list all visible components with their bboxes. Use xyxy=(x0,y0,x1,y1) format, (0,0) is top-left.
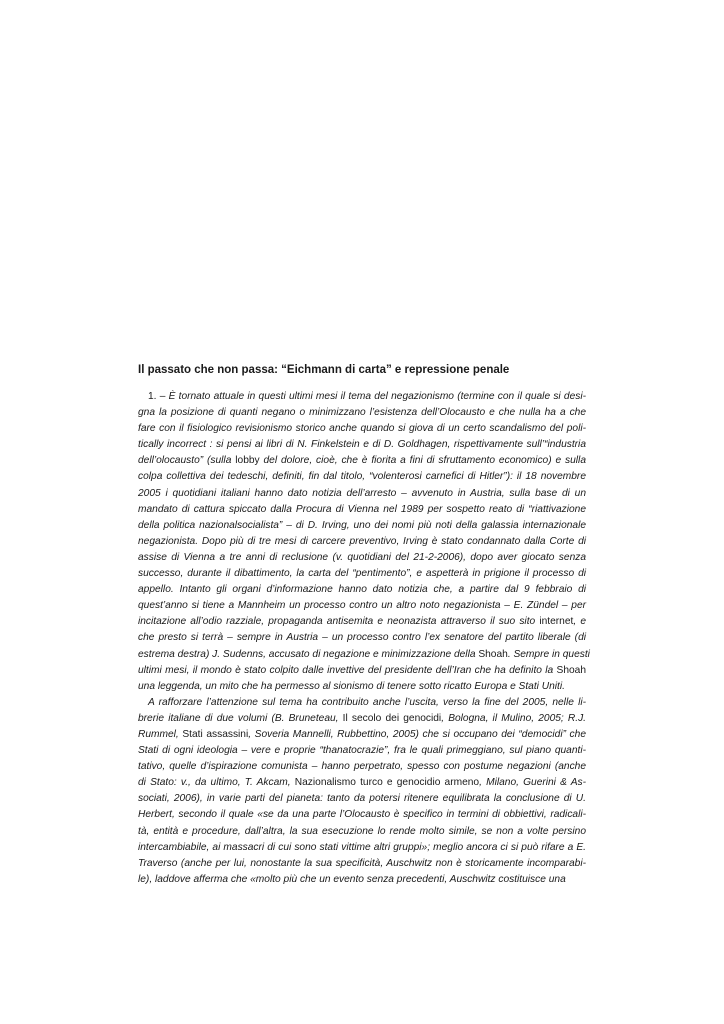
text-line xyxy=(138,598,586,614)
text-run: intercambiabile, ai massacri di cui sono stati vittime altri gruppi»; meglio ancora ci si può rifare a E. xyxy=(138,841,586,853)
paragraph-2 xyxy=(138,695,586,888)
text-run: Shoah xyxy=(556,664,586,676)
text-line xyxy=(138,679,586,695)
text-line xyxy=(138,743,586,759)
text-line xyxy=(138,856,586,872)
text-run: dell’olocausto” (sulla xyxy=(138,455,236,467)
text-line xyxy=(138,775,586,791)
text-line xyxy=(138,630,586,646)
text-line xyxy=(138,453,586,469)
text-line xyxy=(138,469,586,485)
text-line xyxy=(138,759,586,775)
text-line xyxy=(138,711,586,727)
text-line xyxy=(138,502,586,518)
text-line xyxy=(138,807,586,823)
text-run: Rummel, xyxy=(138,728,183,740)
text-run: appello. Intanto gli organi d’informazione hanno dato notizia che, a partire dal 9 febbraio di xyxy=(138,584,586,596)
text-run: successo, durante il dibattimento, la carta del “pentimento”, e aspetterà in prigione il processo di xyxy=(138,568,586,580)
text-line xyxy=(138,695,586,711)
text-run: A rafforzare l’attenzione sul tema ha contribuito anche l’uscita, verso la fine del 2005, nelle li- xyxy=(148,696,586,708)
text-run: brerie italiane di due volumi (B. Bruneteau, xyxy=(138,712,343,724)
text-run: Stati assassini xyxy=(182,728,249,740)
text-run: internet xyxy=(539,616,574,628)
text-run: fare con il fisiologico revisionismo storico anche quando si giova di un certo scandalismo del poli- xyxy=(138,423,586,435)
text-run: sociati, 2006), in varie parti del pianeta: tanto da potersi ritenere equilibrata la conclusione di U. xyxy=(138,793,586,805)
text-line xyxy=(138,647,590,663)
text-run: incitazione all’odio razziale, propaganda antisemita e neonazista attraverso il suo sito xyxy=(138,616,540,628)
text-run: tà, entità e procedure, dall’altra, la sua esecuzione lo rende molto simile, se non a volte persino xyxy=(138,825,586,837)
text-run: le), laddove afferma che «molto più che un evento senza precedenti, Auschwitz costituisce una xyxy=(138,873,566,885)
text-run: . Sempre in questi xyxy=(507,648,590,660)
text-run: quest’anno si tiene a Mannheim un processo contro un altro noto negazionista – E. Zündel – per xyxy=(138,600,586,612)
text-run: lobby xyxy=(235,455,260,467)
text-run: di Stato: v., da ultimo, T. Akcam, xyxy=(138,777,295,789)
text-run: Shoah xyxy=(478,648,508,660)
text-run: 2005 i quotidiani italiani hanno dato notizia dell’arresto – avvenuto in Austria, sulla base di un xyxy=(138,487,586,499)
text-line xyxy=(138,534,586,550)
article-body xyxy=(138,362,590,888)
text-line xyxy=(138,727,586,743)
text-run: , Milano, Guerini & As- xyxy=(479,777,586,789)
text-run: Nazionalismo turco e genocidio armeno xyxy=(294,777,480,789)
text-run: Il secolo dei genocidi xyxy=(342,712,442,724)
text-run: gna la posizione di quanti negano o minimizzano l’esistenza dell’Olocausto e che nulla ha a che xyxy=(138,407,586,419)
text-run: ultimi mesi, il mondo è stato colpito dalle invettive del presidente dell’Iran che ha definito la xyxy=(138,664,557,676)
text-run: 1. – xyxy=(148,391,169,402)
text-run: Herbert, secondo il quale «se da una parte l’Olocausto è specifico in termini di obbiettivi, radicali- xyxy=(138,809,586,821)
text-line xyxy=(138,486,586,502)
text-run: negazionista. Dopo più di tre mesi di carcere preventivo, Irving è stato condannato dalla Corte di xyxy=(138,535,586,547)
text-run: estrema destra) J. Sudenns, accusato di negazione e minimizzazione della xyxy=(138,648,479,660)
text-run: , Soveria Mannelli, Rubbettino, 2005) che si occupano dei “democidi” che xyxy=(248,728,586,740)
text-run: colpa collettiva dei tedeschi, definiti, fin dal titolo, “volenterosi carnefici di Hitler”): il 18 novembre xyxy=(138,471,586,483)
text-line xyxy=(138,614,586,630)
text-run: della politica nazionalsocialista” – di D. Irving, uno dei nomi più noti della galassia internazionale xyxy=(138,519,586,531)
text-line xyxy=(138,840,586,856)
text-line xyxy=(138,421,586,437)
text-run: del dolore, cioè, che è fiorita a fini di sfruttamento economico) e sulla xyxy=(259,455,586,467)
text-line xyxy=(138,405,586,421)
text-line xyxy=(138,566,586,582)
text-run: Stati di ogni ideologia – vere e proprie “thanatocrazie”, fra le quali primeggiano, sul piano quanti- xyxy=(138,745,586,757)
text-run: , e xyxy=(573,616,586,628)
text-line xyxy=(138,824,586,840)
text-run: tativo, quelle d’ispirazione comunista – hanno perpetrato, spesso con postume negazioni (anche xyxy=(138,761,586,773)
text-line xyxy=(138,872,586,888)
text-run: una leggenda, un mito che ha permesso al sionismo di tenere sotto ricatto Europa e Stati Uniti. xyxy=(138,680,565,692)
text-run: È tornato attuale in questi ultimi mesi il tema del negazionismo (termine con il quale si desi- xyxy=(168,391,586,402)
text-run: mandato di cattura spiccato dalla Procura di Vienna nel 1989 per sospetto reato di “riattivazione xyxy=(138,503,586,515)
text-run: , Bologna, il Mulino, 2005; R.J. xyxy=(441,712,586,724)
text-line xyxy=(138,550,586,566)
text-line xyxy=(138,518,586,534)
text-line xyxy=(138,437,586,453)
text-run: Traverso (anche per lui, nonostante la sua specificità, Auschwitz non è storicamente incomparabi- xyxy=(138,857,586,869)
text-run: tically incorrect : si pensi ai libri di N. Finkelstein e di D. Goldhagen, rispettivamente sull’“industria xyxy=(138,439,586,451)
paragraph-1 xyxy=(138,389,590,695)
text-run: assise di Vienna a tre anni di reclusione (v. quotidiani del 21-2-2006), dopo aver giocato senza xyxy=(138,551,586,563)
text-run: che presto si terrà – sempre in Austria – un processo contro l’ex senatore del partito liberale (di xyxy=(138,632,586,644)
text-line xyxy=(138,582,586,598)
section-heading: Il passato che non passa: “Eichmann di carta” e repressione penale xyxy=(138,364,510,376)
text-line xyxy=(138,663,586,679)
text-line xyxy=(138,791,586,807)
text-line xyxy=(138,389,586,405)
